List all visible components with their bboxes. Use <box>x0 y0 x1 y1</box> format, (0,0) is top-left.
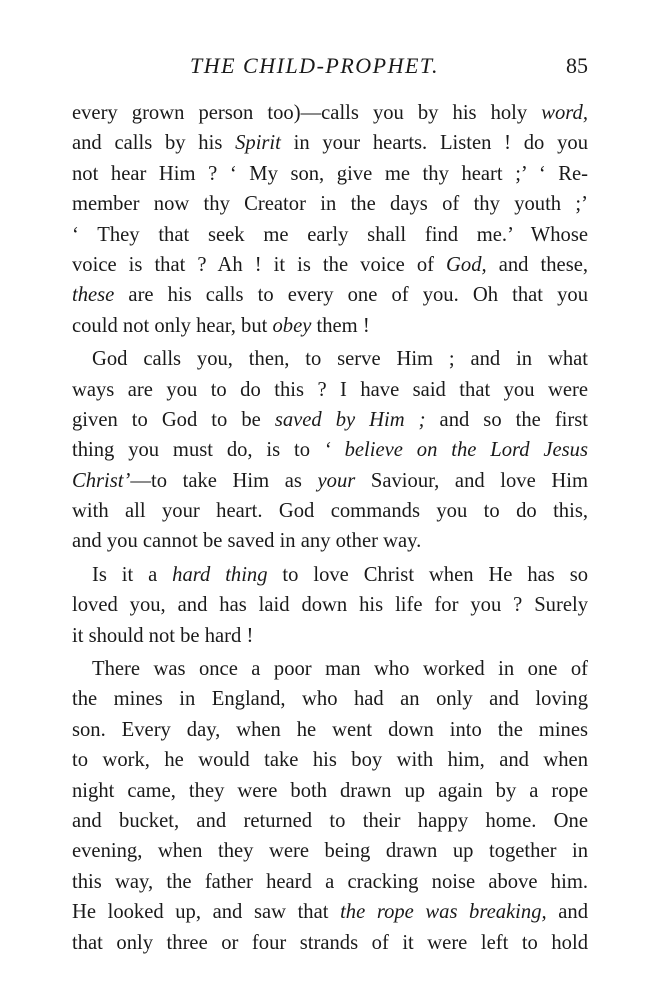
text-run: He looked up, and saw that <box>72 901 341 924</box>
text-run: and these, <box>486 253 588 276</box>
text-run: God calls you, then, to serve Him ; and in what <box>92 348 588 371</box>
text-line <box>72 311 588 341</box>
text-run: them ! <box>311 314 370 337</box>
text-run: and <box>546 901 588 924</box>
text-run: with all your heart. God commands you to do this, <box>72 500 588 523</box>
text-line <box>72 745 588 775</box>
text-line <box>72 684 588 714</box>
italic-text: ‘ believe on the Lord Jesus <box>323 439 588 462</box>
body-text <box>72 98 588 958</box>
text-line <box>72 189 588 219</box>
text-run: are his calls to every one of you. Oh that you <box>114 284 588 307</box>
text-line <box>72 621 588 651</box>
text-line <box>72 715 588 745</box>
text-line <box>72 526 588 556</box>
text-run: could not only hear, but <box>72 314 273 337</box>
text-line <box>72 560 588 590</box>
text-run: thing you must do, is to <box>72 439 324 462</box>
text-run: the mines in England, who had an only and loving <box>72 688 588 711</box>
text-run: ‘ They that seek me early shall find me.’ Whose <box>72 223 588 246</box>
text-run: not hear Him ? ‘ My son, give me thy heart ;’ ‘ Re- <box>72 162 588 185</box>
text-line <box>72 435 588 465</box>
text-line <box>72 220 588 250</box>
text-run: and calls by his <box>72 132 236 155</box>
italic-text: Christ’ <box>72 469 131 492</box>
text-run: in your hearts. Listen ! do you <box>280 132 588 155</box>
text-line <box>72 776 588 806</box>
text-run: this way, the father heard a cracking noise above him. <box>72 870 588 893</box>
text-run: voice is that ? Ah ! it is the voice of <box>72 253 447 276</box>
paragraph <box>72 98 588 341</box>
text-line <box>72 375 588 405</box>
italic-text: obey <box>272 314 312 337</box>
text-run: ways are you to do this ? I have said that you were <box>72 378 588 401</box>
text-line <box>72 405 588 435</box>
text-line <box>72 98 588 128</box>
text-run: it should not be hard ! <box>72 624 254 647</box>
running-title: THE CHILD-PROPHET. <box>190 53 440 78</box>
text-run: evening, when they were being drawn up together in <box>72 840 588 863</box>
text-line <box>72 590 588 620</box>
text-run: given to God to be <box>72 408 275 431</box>
paragraph <box>72 341 588 557</box>
italic-text: these <box>72 284 115 307</box>
text-run: loved you, and has laid down his life for you ? Surely <box>72 594 588 617</box>
text-line <box>72 928 588 958</box>
text-line <box>72 836 588 866</box>
text-line <box>72 496 588 526</box>
text-run: and so the first <box>425 408 588 431</box>
text-run: night came, they were both drawn up again by a rope <box>72 779 588 802</box>
text-run: every grown person too)—calls you by his holy <box>72 102 542 124</box>
text-line <box>72 344 588 374</box>
italic-text: word, <box>541 102 588 124</box>
text-run: Saviour, and love Him <box>355 469 588 492</box>
paragraph <box>72 557 588 651</box>
text-run: and you cannot be saved in any other way. <box>72 530 422 553</box>
text-run: There was once a poor man who worked in one of <box>92 658 588 681</box>
text-line <box>72 867 588 897</box>
italic-text: hard thing <box>172 563 268 586</box>
text-line <box>72 806 588 836</box>
text-run: Is it a <box>92 563 173 586</box>
italic-text: God, <box>446 253 487 276</box>
italic-text: the rope was breaking, <box>340 901 547 924</box>
page-header <box>72 50 588 90</box>
text-line <box>72 654 588 684</box>
text-run: to work, he would take his boy with him, and when <box>72 749 588 772</box>
italic-text: saved by Him ; <box>274 408 426 431</box>
italic-text: your <box>317 469 356 492</box>
text-line <box>72 159 588 189</box>
text-run: son. Every day, when he went down into the mines <box>72 718 588 741</box>
text-line <box>72 250 588 280</box>
italic-text: Spirit <box>235 132 281 155</box>
text-line <box>72 466 588 496</box>
page-number: 85 <box>566 53 588 78</box>
text-line <box>72 897 588 927</box>
book-page <box>72 50 589 954</box>
text-line <box>72 280 588 310</box>
text-run: and bucket, and returned to their happy home. One <box>72 809 588 832</box>
text-run: member now thy Creator in the days of thy youth ;’ <box>72 193 588 216</box>
text-line <box>72 128 588 158</box>
text-run: —to take Him as <box>130 469 318 492</box>
text-run: that only three or four strands of it were left to hold <box>72 931 588 954</box>
text-run: to love Christ when He has so <box>267 563 589 586</box>
paragraph <box>72 651 588 958</box>
